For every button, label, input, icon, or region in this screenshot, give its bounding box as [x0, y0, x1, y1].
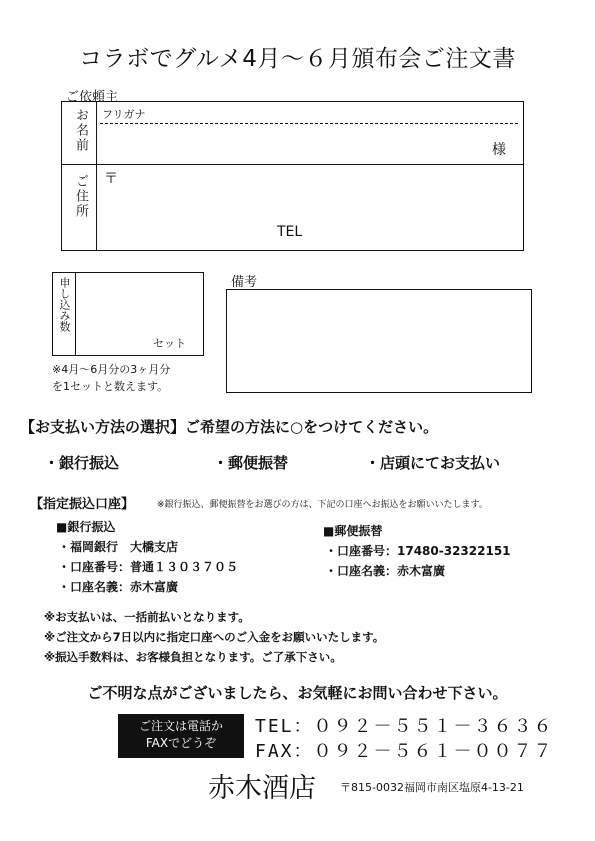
- transfer-heading-note: ※銀行振込、郵便振替をお選びの方は、下記の口座へお振込をお願いいたします。: [157, 500, 488, 510]
- furigana-label: フリガナ: [102, 108, 146, 121]
- badge-line-1: ご注文は電話か: [138, 719, 223, 733]
- bank-title: ■銀行振込: [56, 520, 116, 534]
- tel-label: TEL: [277, 224, 303, 240]
- page-title: コラボでグルメ4月〜６月頒布会ご注文書: [79, 46, 516, 72]
- note-3: ※振込手数料は、お客様負担となります。ご了承下さい。: [44, 650, 342, 664]
- postal-mark: 〒: [104, 171, 118, 187]
- postal-title: ■郵便振替: [323, 524, 383, 538]
- shop-fax: FAX：０９２－５６１－００７７: [255, 741, 554, 762]
- remarks-box[interactable]: [226, 289, 532, 393]
- label-column-divider: [96, 102, 97, 250]
- bank-line-2: ・口座番号：普通１３０３７０５: [58, 560, 239, 574]
- requester-label: ご依頼主: [66, 90, 119, 105]
- shop-address: 〒815-0032福岡市南区塩原4-13-21: [340, 781, 524, 794]
- order-quantity-box: [52, 272, 204, 356]
- payment-heading: 【お支払い方法の選択】ご希望の方法に○をつけてください。: [20, 418, 439, 436]
- address-label: ご住所: [73, 174, 88, 219]
- order-note-1: ※4月〜6月分の3ヶ月分: [52, 363, 171, 376]
- shop-name: 赤木酒店: [208, 773, 316, 804]
- name-label: お名前: [73, 108, 88, 153]
- remarks-label: 備考: [231, 275, 258, 290]
- order-divider: [75, 273, 76, 355]
- transfer-heading: 【指定振込口座】: [30, 497, 135, 512]
- order-badge: [118, 714, 244, 758]
- set-unit: セット: [153, 337, 186, 350]
- order-label: 申し込み数: [58, 277, 71, 332]
- note-1: ※お支払いは、一括前払いとなります。: [44, 610, 250, 624]
- sama-label: 様: [492, 142, 506, 158]
- bank-line-3: ・口座名義：赤木富廣: [58, 580, 179, 594]
- name-field[interactable]: [100, 126, 480, 160]
- payment-option-bank[interactable]: ・銀行振込: [44, 454, 120, 472]
- order-note-2: を1セットと数えます。: [52, 380, 169, 393]
- postal-line-1: ・口座番号：17480-32322151: [325, 544, 511, 558]
- address-field[interactable]: [100, 168, 518, 218]
- row-divider: [62, 164, 523, 165]
- note-2: ※ご注文から7日以内に指定口座へのご入金をお願いいたします。: [44, 630, 385, 644]
- requester-box: [61, 101, 524, 251]
- payment-option-postal[interactable]: ・郵便振替: [213, 454, 289, 472]
- postal-line-2: ・口座名義：赤木富廣: [325, 564, 446, 578]
- bank-line-1: ・福岡銀行 大橋支店: [58, 540, 179, 554]
- quantity-field[interactable]: [79, 277, 199, 329]
- payment-option-store[interactable]: ・店頭にてお支払い: [365, 454, 501, 472]
- badge-line-2: FAXでどうぞ: [145, 736, 217, 750]
- contact-message: ご不明な点がございましたら、お気軽にお問い合わせ下さい。: [87, 684, 508, 702]
- shop-tel[interactable]: TEL：０９２－５５１－３６３６: [255, 716, 554, 737]
- furigana-dashed-line: [100, 123, 518, 124]
